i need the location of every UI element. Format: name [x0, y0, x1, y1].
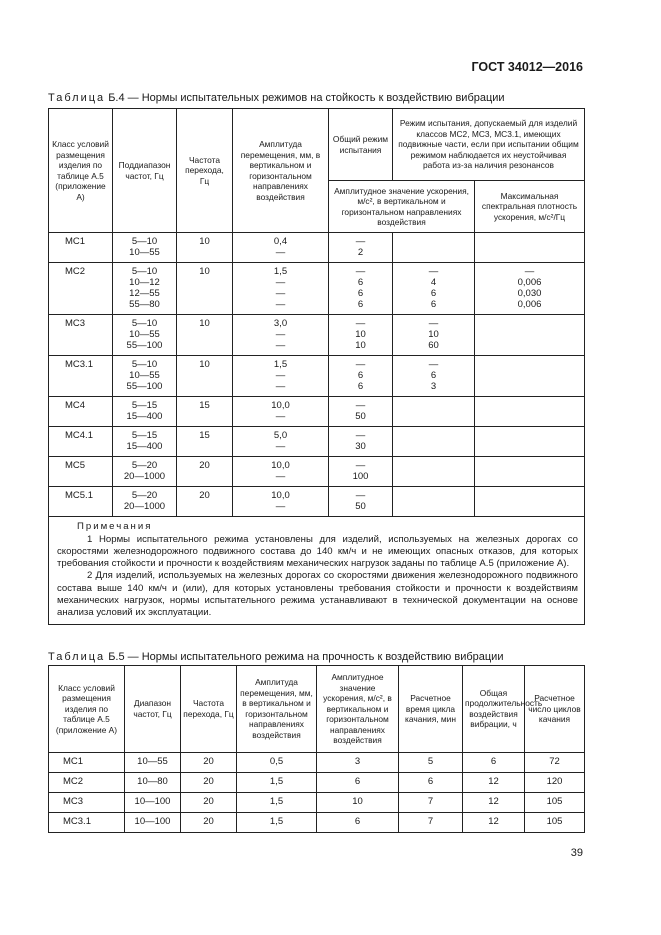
crossover-cell: 20: [181, 772, 237, 792]
spectral-density-line: 0,030: [517, 288, 542, 300]
range-cell: 10—100: [125, 792, 181, 812]
cycle-time-cell: 7: [399, 812, 463, 832]
class-cell: МС3: [49, 792, 125, 812]
table-cell: [113, 356, 177, 397]
b5-header-class-cell: Класс условий размещения изделия по таблице А.5 (приложение А): [49, 666, 125, 753]
amplitude-line: 10,0: [271, 490, 290, 502]
table-row: [49, 792, 585, 812]
general-mode-line: —: [355, 490, 366, 502]
table-cell: [233, 263, 329, 315]
general-mode-line: —: [355, 430, 366, 442]
alt-accel-line: 6: [430, 299, 437, 311]
amplitude-line: 3,0: [273, 318, 288, 330]
crossover-cell: 15: [177, 427, 233, 457]
table-cell: [233, 487, 329, 517]
cycles-cell: 72: [525, 752, 585, 772]
header-spectral-density-cell: Максимальная спектральная плотность ускорения, м/с²/Гц: [475, 181, 585, 233]
frequency-line: 15—400: [126, 441, 163, 453]
table-b4-caption: [48, 92, 505, 104]
table-cell: [393, 457, 475, 487]
page-number: 39: [570, 847, 583, 859]
header-subrange-cell: Поддиапазон частот, Гц: [113, 109, 177, 233]
crossover-cell: 10: [177, 356, 233, 397]
frequency-line: 5—10: [131, 266, 158, 278]
crossover-cell: 20: [181, 792, 237, 812]
table-row: [49, 487, 585, 517]
amplitude-line: —: [275, 441, 286, 453]
alt-accel-line: —: [428, 318, 439, 330]
duration-cell: 6: [463, 752, 525, 772]
table-cell: [393, 487, 475, 517]
amplitude-line: —: [275, 370, 286, 382]
table-cell: [329, 487, 393, 517]
table-row: [49, 772, 585, 792]
class-cell: МС4.1: [49, 427, 113, 457]
header-amplitude-cell: Амплитуда перемещения, мм, в вертикальном и горизонтальном направлениях воздействия: [233, 109, 329, 233]
general-mode-line: 6: [357, 299, 364, 311]
b5-header-cycles-cell: Расчетное число циклов качания: [525, 666, 585, 753]
frequency-line: 55—100: [126, 381, 163, 393]
alt-accel-line: 3: [430, 381, 437, 393]
table-cell: [233, 356, 329, 397]
document-code: ГОСТ 34012—2016: [471, 60, 583, 74]
table-cell: [329, 263, 393, 315]
table-cell: [475, 457, 585, 487]
b5-header-duration-cell: Общая продолжительность воздействия вибрации, ч: [463, 666, 525, 753]
frequency-line: 55—80: [129, 299, 160, 311]
notes-row: [49, 517, 585, 625]
frequency-line: 10—55: [129, 370, 160, 382]
table-row: [49, 315, 585, 356]
table-b4-caption-label: Таблица: [48, 92, 106, 104]
amplitude-line: —: [275, 247, 286, 259]
general-mode-line: —: [355, 400, 366, 412]
table-cell: [329, 356, 393, 397]
general-mode-line: —: [355, 266, 366, 278]
duration-cell: 12: [463, 812, 525, 832]
table-cell: [393, 427, 475, 457]
table-b4: [48, 108, 585, 625]
crossover-cell: 10: [177, 233, 233, 263]
table-row: [49, 263, 585, 315]
amplitude-line: —: [275, 381, 286, 393]
general-mode-line: 2: [357, 247, 364, 259]
table-b4-caption-text: Б.4 — Нормы испытательных режимов на стойкость к воздействию вибрации: [108, 92, 505, 104]
table-cell: [475, 427, 585, 457]
table-cell: [329, 397, 393, 427]
amplitude-line: 10,0: [271, 460, 290, 472]
duration-cell: 12: [463, 792, 525, 812]
table-row: [49, 752, 585, 772]
amplitude-cell: 1,5: [237, 792, 317, 812]
header-general-mode-cell: Общий режим испытания: [329, 109, 393, 181]
amplitude-line: —: [275, 471, 286, 483]
frequency-line: 5—15: [131, 430, 158, 442]
class-cell: МС2: [49, 772, 125, 792]
frequency-line: 10—55: [129, 329, 160, 341]
crossover-cell: 20: [181, 812, 237, 832]
header-accel-amplitude-cell: Амплитудное значение ускорения, м/с², в вертикальном и горизонтальном направлениях воздействия: [329, 181, 475, 233]
table-row: [49, 233, 585, 263]
range-cell: 10—55: [125, 752, 181, 772]
amplitude-line: —: [275, 299, 286, 311]
class-cell: МС5.1: [49, 487, 113, 517]
general-mode-line: —: [355, 359, 366, 371]
general-mode-line: —: [355, 236, 366, 247]
table-cell: [233, 315, 329, 356]
accel-cell: 10: [317, 792, 399, 812]
amplitude-line: —: [275, 329, 286, 341]
table-cell: [113, 487, 177, 517]
accel-cell: 3: [317, 752, 399, 772]
b5-header-accel-cell: Амплитудное значение ускорения, м/с², в вертикальном и горизонтальном направлениях воздействия: [317, 666, 399, 753]
general-mode-line: —: [355, 460, 366, 472]
cycle-time-cell: 6: [399, 772, 463, 792]
alt-accel-line: 6: [430, 370, 437, 382]
class-cell: МС3.1: [49, 812, 125, 832]
class-cell: МС2: [49, 263, 113, 315]
cycles-cell: 105: [525, 792, 585, 812]
frequency-line: 5—10: [131, 318, 158, 330]
range-cell: 10—100: [125, 812, 181, 832]
table-cell: [233, 427, 329, 457]
frequency-line: 12—55: [129, 288, 160, 300]
frequency-line: 10—55: [129, 247, 160, 259]
table-cell: [475, 233, 585, 263]
table-cell: [329, 427, 393, 457]
table-row: [49, 457, 585, 487]
table-b5-caption-text: Б.5 — Нормы испытательного режима на прочность к воздействию вибрации: [108, 651, 504, 663]
crossover-cell: 15: [177, 397, 233, 427]
table-cell: [393, 263, 475, 315]
frequency-line: 5—20: [131, 460, 158, 472]
alt-accel-line: 6: [430, 288, 437, 300]
b5-header-crossover-cell: Частота перехода, Гц: [181, 666, 237, 753]
table-cell: [475, 356, 585, 397]
header-class-cell: Класс условий размещения изделия по таблице А.5 (приложение А): [49, 109, 113, 233]
accel-cell: 6: [317, 772, 399, 792]
class-cell: МС1: [49, 752, 125, 772]
frequency-line: 5—15: [131, 400, 158, 412]
table-cell: [113, 315, 177, 356]
table-row: [49, 812, 585, 832]
class-cell: МС5: [49, 457, 113, 487]
table-cell: [393, 315, 475, 356]
table-cell: [113, 457, 177, 487]
amplitude-line: 0,4: [273, 236, 288, 247]
general-mode-line: 50: [355, 411, 366, 423]
table-row: [49, 397, 585, 427]
general-mode-line: 6: [357, 381, 364, 393]
spectral-density-line: —: [524, 266, 535, 278]
general-mode-line: 100: [352, 471, 369, 483]
crossover-cell: 20: [177, 457, 233, 487]
table-cell: [233, 397, 329, 427]
b5-header-amplitude-cell: Амплитуда перемещения, мм, в вертикальном и горизонтальном направлениях воздействия: [237, 666, 317, 753]
general-mode-line: 10: [355, 329, 366, 341]
table-cell: [393, 397, 475, 427]
notes-cell: [49, 517, 585, 625]
general-mode-line: 6: [357, 288, 364, 300]
table-cell: [113, 233, 177, 263]
amplitude-line: 5,0: [273, 430, 288, 442]
frequency-line: 5—20: [131, 490, 158, 502]
table-b5-caption: [48, 651, 503, 663]
spectral-density-line: 0,006: [517, 299, 542, 311]
table-b5: [48, 665, 585, 833]
table-cell: [475, 487, 585, 517]
general-mode-line: —: [355, 318, 366, 330]
table-cell: [475, 315, 585, 356]
crossover-cell: 20: [181, 752, 237, 772]
note-2: 2 Для изделий, используемых на железных дорогах со скоростями движения железнодорожного подвижного состава выше 140 км/ч и (или), для которых установлены требования стойкости и прочности к воздействиям механических нагрузок, нормы испытательного режима устанавливают в технической документации на основе анализа условий их эксплуатации.: [57, 570, 578, 619]
alt-accel-line: 4: [430, 277, 437, 289]
frequency-line: 10—12: [129, 277, 160, 289]
header-allowed-mode-cell: Режим испытания, допускаемый для изделий классов МС2, МС3, МС3.1, имеющих подвижные части, если при испытании общим режимом наблюдается их неустойчивая работа из-за наличия резонансов: [393, 109, 585, 181]
table-cell: [113, 397, 177, 427]
amplitude-line: —: [275, 411, 286, 423]
header-crossover-cell: Частота перехода, Гц: [177, 109, 233, 233]
table-cell: [113, 427, 177, 457]
table-cell: [329, 457, 393, 487]
amplitude-line: 10,0: [271, 400, 290, 412]
frequency-line: 20—1000: [123, 471, 166, 483]
alt-accel-line: 10: [428, 329, 439, 341]
amplitude-line: 1,5: [273, 266, 288, 278]
class-cell: МС1: [49, 233, 113, 263]
accel-cell: 6: [317, 812, 399, 832]
cycle-time-cell: 5: [399, 752, 463, 772]
class-cell: МС3.1: [49, 356, 113, 397]
notes-title: Примечания: [77, 521, 153, 533]
range-cell: 10—80: [125, 772, 181, 792]
table-b5-caption-label: Таблица: [48, 651, 106, 663]
amplitude-line: —: [275, 501, 286, 513]
amplitude-cell: 1,5: [237, 772, 317, 792]
table-cell: [475, 397, 585, 427]
amplitude-line: —: [275, 288, 286, 300]
crossover-cell: 20: [177, 487, 233, 517]
table-cell: [393, 356, 475, 397]
b5-header-range-cell: Диапазон частот, Гц: [125, 666, 181, 753]
frequency-line: 20—1000: [123, 501, 166, 513]
spectral-density-line: 0,006: [517, 277, 542, 289]
amplitude-cell: 1,5: [237, 812, 317, 832]
note-1: 1 Нормы испытательного режима установлены для изделий, используемых на железных дорогах со скоростями железнодорожного подвижного состава до 140 км/ч и не имеющих опасных отказов, для которых требования стойкости и прочности к воздействиям механических нагрузок заданы по таблице А.5 (приложение А).: [57, 533, 578, 570]
table-cell: [113, 263, 177, 315]
alt-accel-line: 60: [428, 340, 439, 352]
alt-accel-line: —: [428, 359, 439, 371]
frequency-line: 5—10: [131, 359, 158, 371]
general-mode-line: 30: [355, 441, 366, 453]
amplitude-line: —: [275, 340, 286, 352]
frequency-line: 55—100: [126, 340, 163, 352]
cycle-time-cell: 7: [399, 792, 463, 812]
general-mode-line: 6: [357, 370, 364, 382]
general-mode-line: 10: [355, 340, 366, 352]
b5-header-cycle-time-cell: Расчетное время цикла качания, мин: [399, 666, 463, 753]
amplitude-cell: 0,5: [237, 752, 317, 772]
table-cell: [233, 233, 329, 263]
cycles-cell: 105: [525, 812, 585, 832]
table-cell: [329, 315, 393, 356]
table-cell: [475, 263, 585, 315]
crossover-cell: 10: [177, 315, 233, 356]
frequency-line: 5—10: [131, 236, 158, 247]
class-cell: МС4: [49, 397, 113, 427]
crossover-cell: 10: [177, 263, 233, 315]
general-mode-line: 6: [357, 277, 364, 289]
table-cell: [393, 233, 475, 263]
table-row: [49, 356, 585, 397]
alt-accel-line: —: [428, 266, 439, 278]
table-row: [49, 427, 585, 457]
frequency-line: 15—400: [126, 411, 163, 423]
amplitude-line: 1,5: [273, 359, 288, 371]
amplitude-line: —: [275, 277, 286, 289]
table-cell: [233, 457, 329, 487]
table-cell: [329, 233, 393, 263]
cycles-cell: 120: [525, 772, 585, 792]
duration-cell: 12: [463, 772, 525, 792]
class-cell: МС3: [49, 315, 113, 356]
general-mode-line: 50: [355, 501, 366, 513]
